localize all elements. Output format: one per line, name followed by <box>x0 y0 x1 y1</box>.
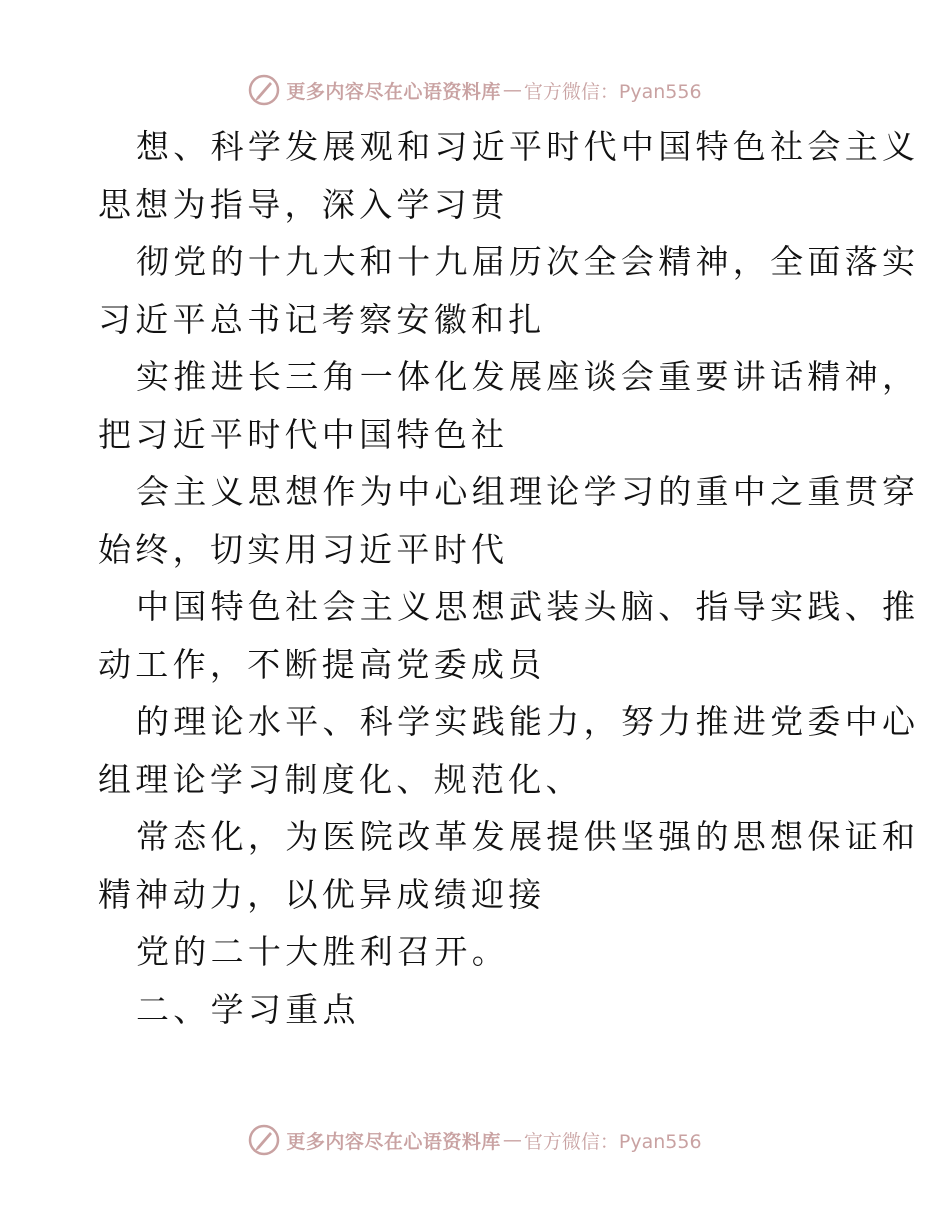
paragraph-line: 会主义思想作为中心组理论学习的重中之重贯穿 <box>136 472 920 511</box>
quill-pen-logo-icon <box>248 74 280 106</box>
paragraph-line: 的理论水平、科学实践能力，努力推进党委中心 <box>136 702 920 741</box>
paragraph-line: 中国特色社会主义思想武装头脑、指导实践、推 <box>136 587 920 626</box>
paragraph-line: 思想为指导，深入学习贯 <box>98 184 509 224</box>
paragraph-line: 把习近平时代中国特色社 <box>98 414 509 454</box>
paragraph-line: 动工作，不断提高党委成员 <box>98 644 546 684</box>
watermark-dash: — <box>502 79 522 101</box>
paragraph-line: 彻党的十九大和十九届历次全会精神，全面落实 <box>136 242 920 281</box>
paragraph-line: 常态化，为医院改革发展提供坚强的思想保证和 <box>136 817 920 856</box>
paragraph-line: 习近平总书记考察安徽和扎 <box>98 299 546 339</box>
quill-pen-logo-icon <box>248 1124 280 1156</box>
watermark-brand-text: 更多内容尽在心语资料库 <box>286 80 501 103</box>
paragraph-line: 想、科学发展观和习近平时代中国特色社会主义 <box>136 127 920 166</box>
watermark-wechat-text: 官方微信：Pyan556 <box>523 80 702 103</box>
watermark-dash: — <box>502 1129 522 1151</box>
header-watermark <box>0 70 950 110</box>
document-body <box>98 118 920 1038</box>
section-heading: 二、学习重点 <box>136 989 360 1029</box>
footer-watermark <box>0 1120 950 1160</box>
paragraph-line: 组理论学习制度化、规范化、 <box>98 759 583 799</box>
paragraph-line: 实推进长三角一体化发展座谈会重要讲话精神， <box>136 357 920 396</box>
watermark-wechat-text: 官方微信：Pyan556 <box>523 1130 702 1153</box>
paragraph-line: 党的二十大胜利召开。 <box>136 932 509 971</box>
paragraph-line: 精神动力，以优异成绩迎接 <box>98 874 546 914</box>
watermark-brand-text: 更多内容尽在心语资料库 <box>286 1130 501 1153</box>
paragraph-line: 始终，切实用习近平时代 <box>98 529 509 569</box>
